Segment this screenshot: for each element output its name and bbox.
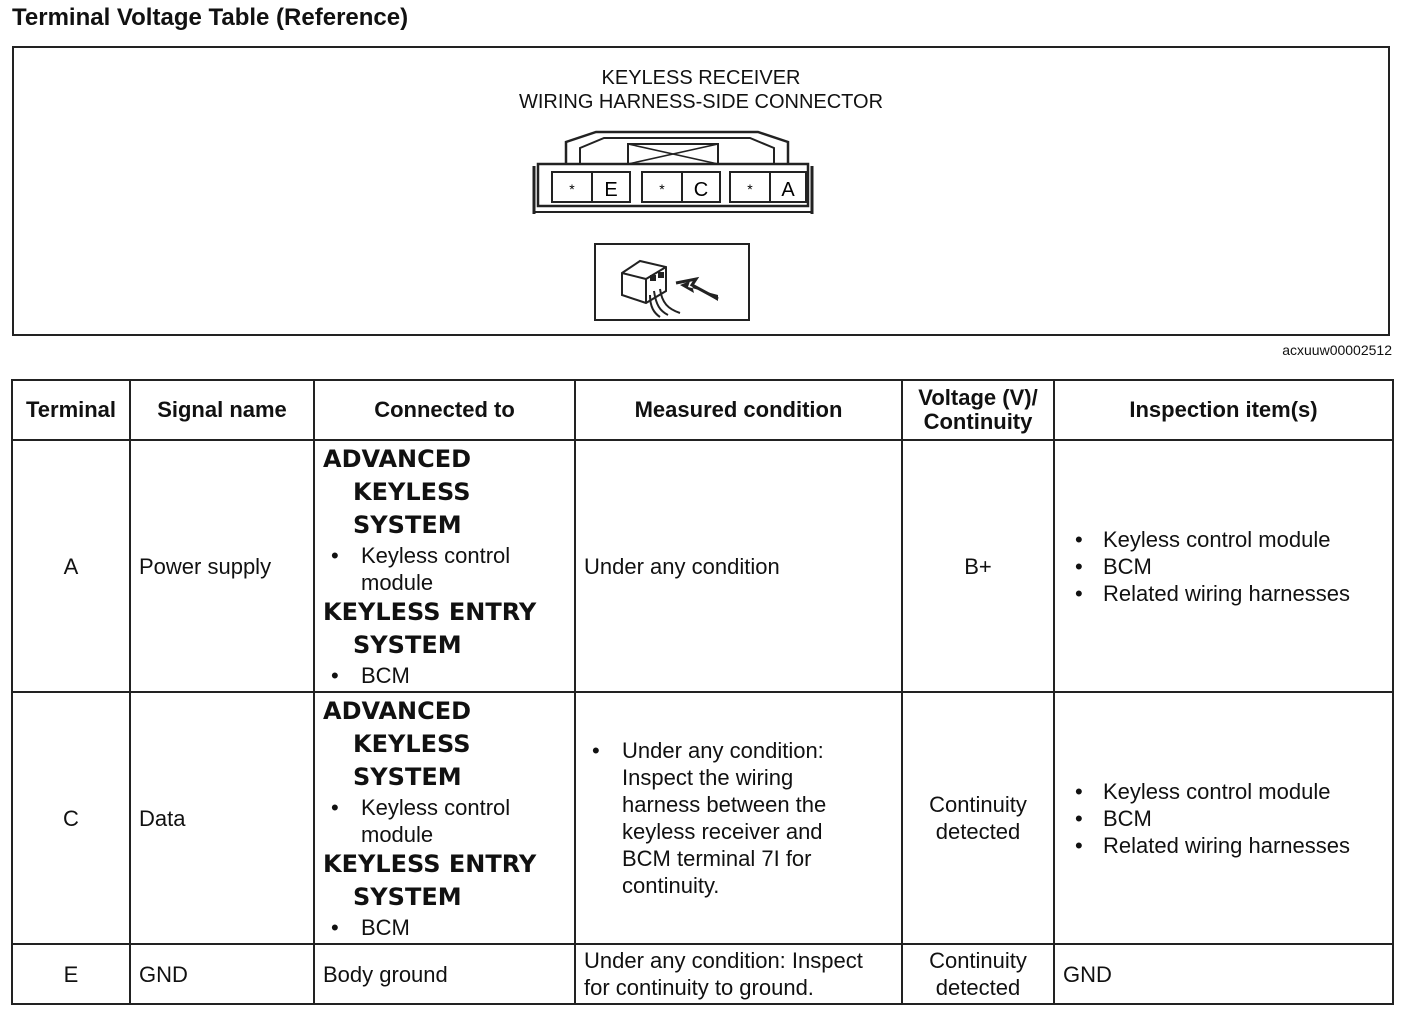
inspection-cell [1054,440,1393,692]
signal-cell: Power supply [130,440,314,692]
system-heading: ADVANCED KEYLESS SYSTEM [323,697,472,791]
harness-side-icon [594,243,750,321]
header-connected-to: Connected to [314,380,575,440]
figure-title-line2: WIRING HARNESS-SIDE CONNECTOR [518,91,884,113]
terminal-cell: E [12,944,130,1004]
inspection-cell [1054,692,1393,944]
connector-figure [12,46,1390,336]
table-row [12,692,1393,944]
connected-item: • BCM [323,914,566,941]
connected-item: • BCM [323,662,566,689]
terminal-label: * [569,181,575,197]
inspection-item: • BCM [1063,553,1384,580]
page-title: Terminal Voltage Table (Reference) [12,4,409,31]
header-signal-name: Signal name [130,380,314,440]
connected-cell [314,692,575,944]
table-row [12,944,1393,1004]
terminal-label: * [747,181,753,197]
header-measured-condition: Measured condition [575,380,902,440]
inspection-item: • Keyless control module [1063,778,1384,805]
terminal-label: E [604,179,618,201]
connected-item: • Keyless control module [323,794,566,848]
header-inspection-items: Inspection item(s) [1054,380,1393,440]
table-header-row [12,380,1393,440]
inspection-item: • BCM [1063,805,1384,832]
condition-item: • Under any condition: Inspect the wiring harness between the keyless receiver and BCM terminal 7I for continuity. [584,737,873,899]
voltage-cell: Continuity detected [902,944,1054,1004]
inspection-item: • Related wiring harnesses [1063,832,1384,859]
terminal-label: C [693,179,709,201]
figure-title-line1: KEYLESS RECEIVER [601,67,801,89]
figure-id: acxuuw00002512 [1282,342,1392,358]
voltage-cell: Continuity detected [902,692,1054,944]
signal-cell: Data [130,692,314,944]
connected-item: • Keyless control module [323,542,566,596]
inspection-item: • Keyless control module [1063,526,1384,553]
terminal-cell: C [12,692,130,944]
terminal-voltage-table [11,379,1394,1005]
system-heading: KEYLESS ENTRY SYSTEM [323,598,537,659]
header-voltage: Voltage (V)/ Continuity [902,380,1054,440]
system-heading: ADVANCED KEYLESS SYSTEM [323,445,472,539]
signal-cell: GND [130,944,314,1004]
system-heading: KEYLESS ENTRY SYSTEM [323,850,537,911]
table-row [12,440,1393,692]
connected-cell [314,440,575,692]
connected-cell: Body ground [314,944,575,1004]
condition-cell [575,692,902,944]
inspection-item: • Related wiring harnesses [1063,580,1384,607]
figure-title [14,66,1388,114]
terminal-label: * [659,181,665,197]
condition-cell: Under any condition: Inspect for continuity to ground. [575,944,902,1004]
voltage-cell: B+ [902,440,1054,692]
connector-diagram [530,126,820,226]
inspection-cell: GND [1054,944,1393,1004]
terminal-label: A [781,179,795,201]
condition-cell: Under any condition [575,440,902,692]
terminal-cell: A [12,440,130,692]
header-terminal: Terminal [12,380,130,440]
